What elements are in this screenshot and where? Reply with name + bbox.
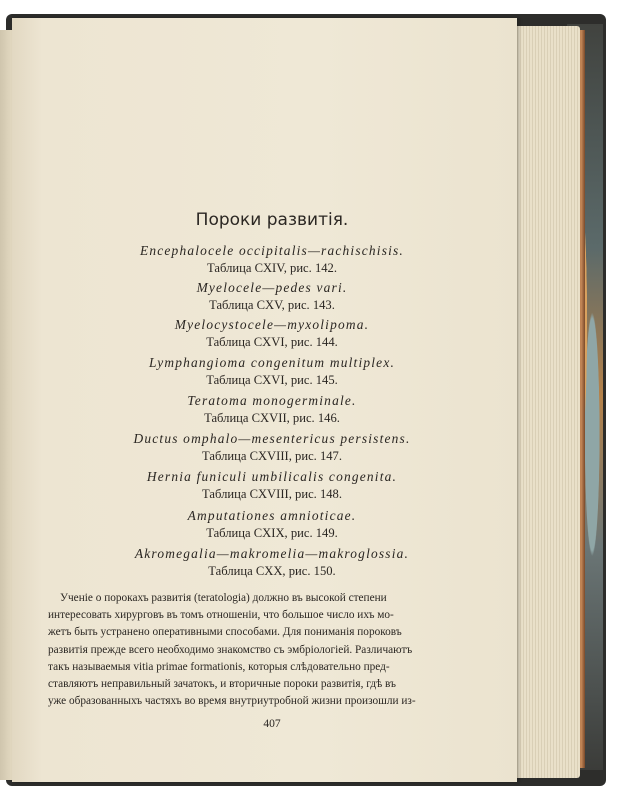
entry-plate-ref: Таблица CXIV, рис. 142. (207, 261, 337, 275)
plate-entry (12, 392, 532, 427)
plate-entry (12, 468, 532, 503)
entry-plate-ref: Таблица CXVI, рис. 145. (206, 373, 338, 387)
entry-latin-name: Hernia funiculi umbilicalis congenita. (146, 469, 398, 484)
page-title: Пороки развитія. (195, 210, 349, 230)
plate-entry (12, 507, 532, 542)
entry-plate-ref: Таблица CXVII, рис. 146. (204, 411, 340, 425)
entry-latin-name: Ductus omphalo—mesentericus persistens. (133, 431, 411, 446)
body-line: интересовать хирурговъ въ томъ отношеніи, что большое число ихъ мо- (48, 609, 394, 622)
plate-entry (12, 316, 532, 351)
entry-plate-ref: Таблица CXVI, рис. 144. (206, 335, 338, 349)
entry-latin-name: Myelocele—pedes vari. (196, 280, 348, 295)
entry-latin-name: Akromegalia—makromelia—makroglossia. (134, 546, 410, 561)
entry-plate-ref: Таблица CXX, рис. 150. (208, 564, 336, 578)
body-line: уже образованныхъ частяхъ во время внутриутробной жизни произошли из- (48, 695, 416, 708)
plate-entry (12, 242, 532, 277)
entry-latin-name: Amputationes amnioticae. (187, 508, 357, 523)
entry-latin-name: Lymphangioma congenitum multiplex. (148, 355, 396, 370)
entry-latin-name: Teratoma monogerminale. (187, 393, 357, 408)
body-line: ставляютъ неправильный зачатокъ, и вторичные пороки развитія, гдѣ въ (48, 678, 396, 691)
plate-entry (12, 545, 532, 580)
plate-entry (12, 354, 532, 389)
book-page (12, 18, 517, 782)
page-number: 407 (263, 718, 281, 730)
body-paragraph (48, 590, 450, 710)
entry-plate-ref: Таблица CXVIII, рис. 148. (202, 487, 342, 501)
entry-plate-ref: Таблица CXVIII, рис. 147. (202, 449, 342, 463)
entry-latin-name: Myelocystocele—myxolipoma. (174, 317, 370, 332)
entry-plate-ref: Таблица CXIX, рис. 149. (206, 526, 338, 540)
body-line: развитія прежде всего необходимо знакомство съ эмбріологіей. Различаютъ (48, 643, 413, 656)
entry-plate-ref: Таблица CXV, рис. 143. (209, 298, 335, 312)
plate-entry (12, 279, 532, 314)
body-line: такъ называемыя vitia primae formationis, которыя слѣдовательно пред- (48, 660, 390, 673)
body-line: Ученіе о порокахъ развитія (teratologia) должно въ высокой степени (60, 592, 387, 604)
plate-entry (12, 430, 532, 465)
entry-latin-name: Encephalocele occipitalis—rachischisis. (140, 243, 404, 258)
body-line: жетъ быть устранено оперативными способами. Для пониманія пороковъ (48, 626, 402, 639)
